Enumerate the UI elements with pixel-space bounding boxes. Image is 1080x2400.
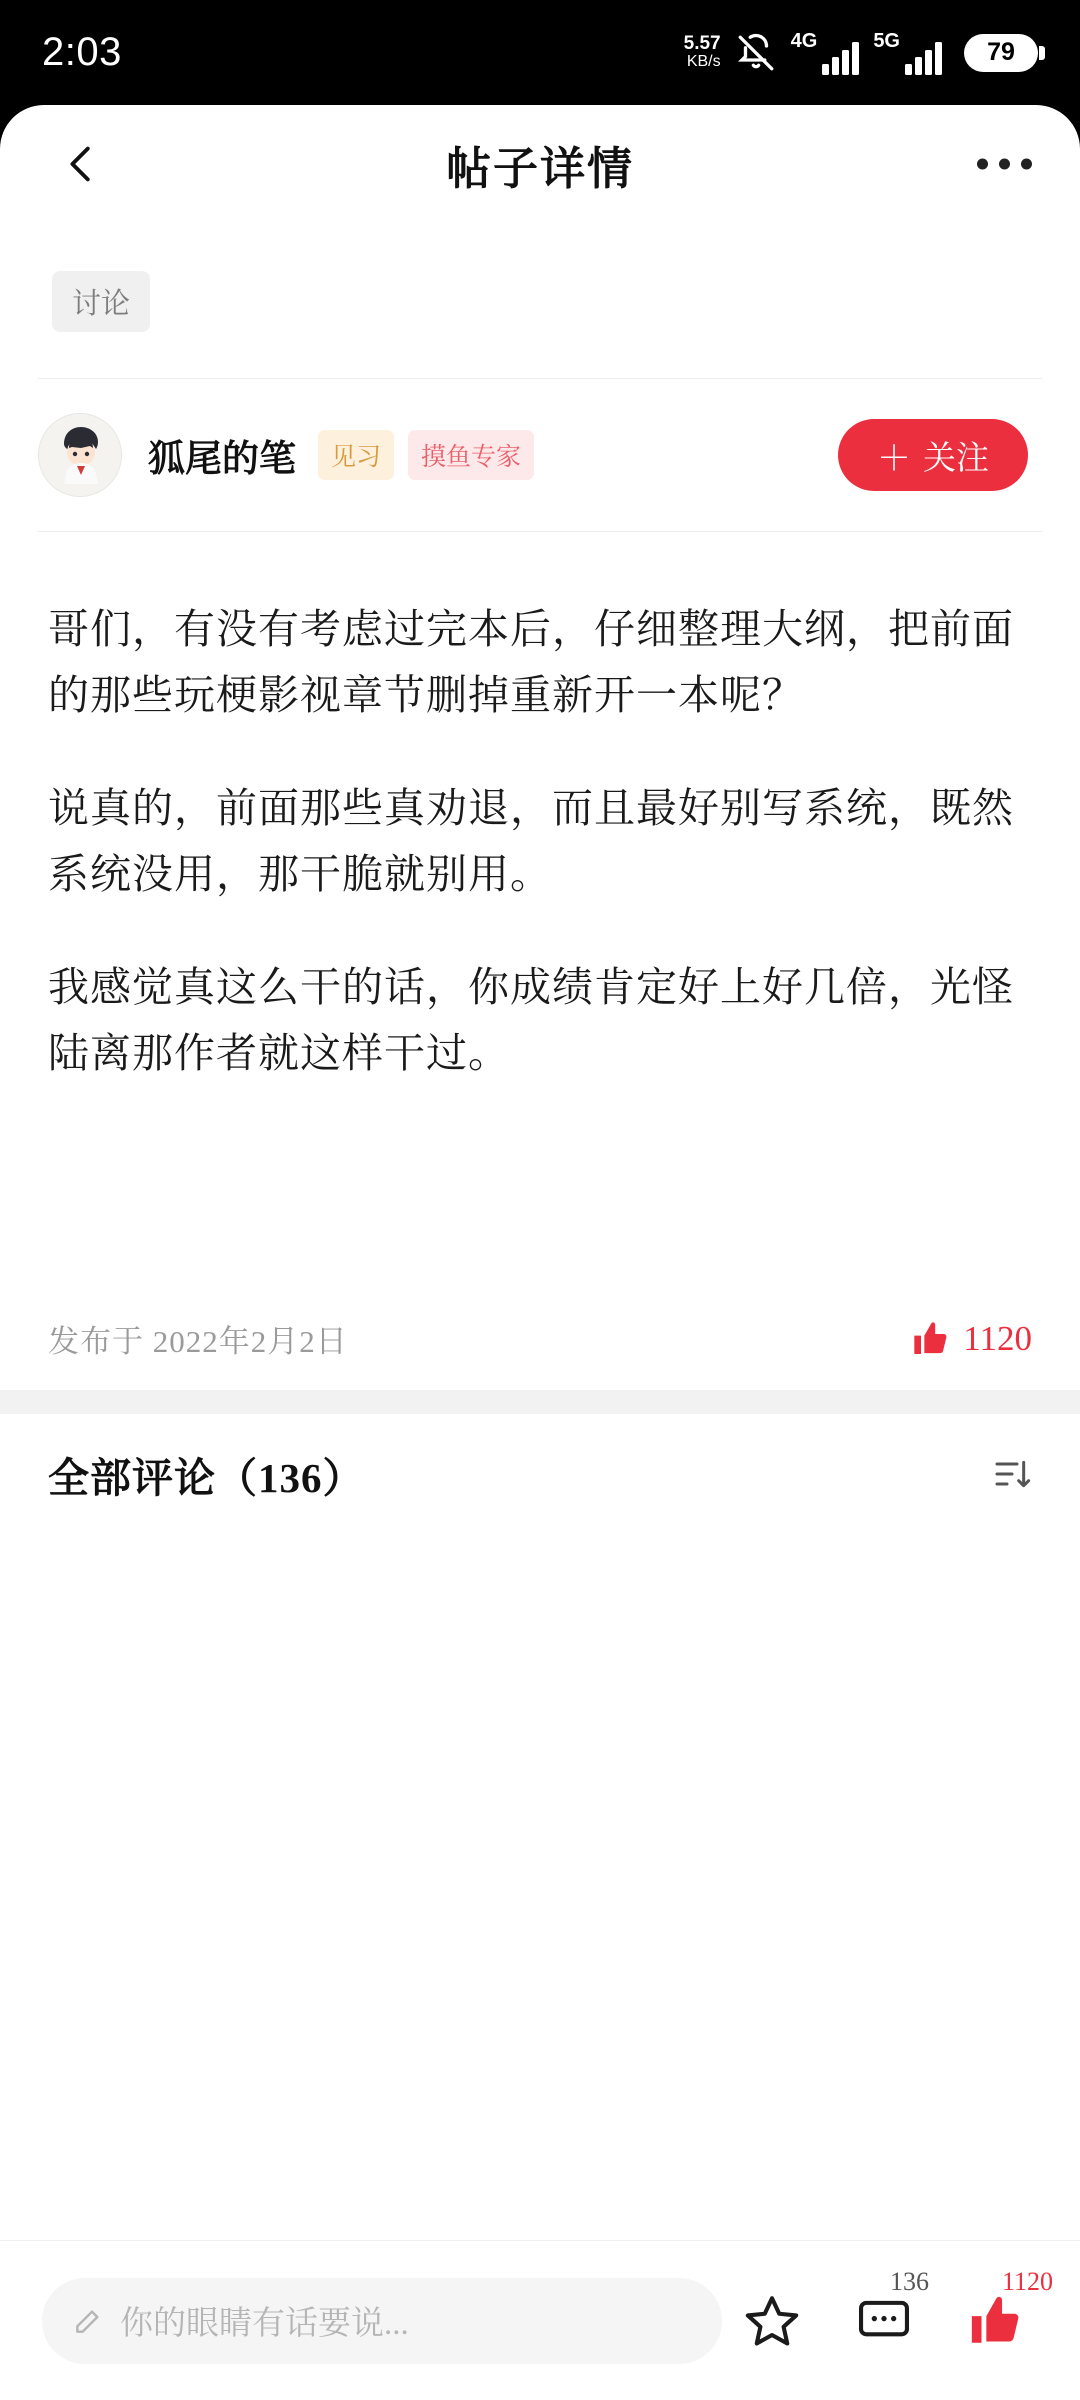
thumbs-up-icon bbox=[911, 1319, 951, 1359]
comment-icon bbox=[855, 2292, 913, 2350]
sim2-label: 5G bbox=[873, 29, 900, 52]
more-horizontal-icon bbox=[999, 159, 1010, 170]
status-bar bbox=[0, 0, 1080, 105]
more-options-button[interactable] bbox=[977, 159, 1032, 170]
thumbs-up-filled-icon bbox=[967, 2292, 1025, 2350]
comment-input-placeholder: 你的眼睛有话要说... bbox=[120, 2306, 409, 2342]
sim1-label: 4G bbox=[790, 29, 818, 52]
avatar[interactable] bbox=[38, 413, 122, 497]
app-content bbox=[0, 105, 1080, 2400]
publish-date: 2022年2月2日 bbox=[152, 1324, 348, 1359]
follow-button[interactable] bbox=[838, 419, 1028, 491]
favorite-button[interactable] bbox=[736, 2285, 808, 2357]
author-badges bbox=[318, 430, 534, 480]
pencil-icon bbox=[72, 2305, 104, 2337]
network-speed-unit: KB/s bbox=[686, 53, 721, 71]
sim2-bars bbox=[905, 41, 942, 75]
battery-indicator: 79 bbox=[964, 34, 1038, 72]
post-category-row bbox=[0, 223, 1080, 332]
network-speed-value: 5.57 bbox=[683, 33, 721, 55]
like-count: 1120 bbox=[1002, 2266, 1054, 2296]
post-paragraph: 我感觉真这么干的话，你成绩肯定好上好几倍，光怪陆离那作者就这样干过。 bbox=[48, 963, 1014, 1077]
post-meta-row bbox=[0, 1316, 1080, 1361]
like-button[interactable] bbox=[960, 2266, 1054, 2357]
status-indicators bbox=[684, 31, 1038, 75]
post-like-count[interactable] bbox=[911, 1319, 1032, 1359]
post-like-number: 1120 bbox=[963, 1318, 1032, 1358]
more-horizontal-icon bbox=[1021, 159, 1032, 170]
category-chip[interactable]: 讨论 bbox=[52, 271, 150, 332]
comment-count: 136 bbox=[890, 2266, 929, 2296]
sim1-bars bbox=[822, 41, 859, 75]
bottom-actions bbox=[736, 2266, 1054, 2357]
post-body bbox=[0, 532, 1080, 1086]
sim1-signal bbox=[791, 31, 860, 75]
author-row bbox=[0, 379, 1080, 531]
comments-header bbox=[0, 1414, 1080, 1534]
sort-descending-icon bbox=[992, 1454, 1032, 1494]
post-paragraph: 哥们，有没有考虑过完本后，仔细整理大纲，把前面的那些玩梗影视章节删掉重新开一本呢？ bbox=[48, 606, 1014, 719]
plus-icon: ＋ bbox=[877, 440, 911, 478]
comments-title: 全部评论（136） bbox=[48, 1454, 365, 1501]
comment-input[interactable] bbox=[42, 2278, 722, 2364]
page-title: 帖子详情 bbox=[445, 143, 634, 194]
comments-sort-button[interactable] bbox=[992, 1454, 1032, 1494]
bottom-action-bar bbox=[0, 2240, 1080, 2400]
comment-button[interactable] bbox=[848, 2266, 929, 2357]
chevron-left-icon bbox=[59, 141, 105, 187]
star-icon bbox=[743, 2292, 801, 2350]
user-avatar-icon bbox=[39, 414, 122, 497]
publish-prefix: 发布于 bbox=[48, 1324, 144, 1359]
status-clock: 2:03 bbox=[42, 30, 122, 74]
follow-button-label: 关注 bbox=[923, 440, 989, 477]
author-badge: 见习 bbox=[318, 430, 394, 480]
sim2-signal bbox=[873, 31, 942, 75]
post-paragraph: 说真的，前面那些真劝退，而且最好别写系统，既然系统没用，那干脆就别用。 bbox=[48, 784, 1014, 898]
more-horizontal-icon bbox=[977, 159, 988, 170]
bell-muted-icon bbox=[735, 32, 777, 74]
author-badge: 摸鱼专家 bbox=[408, 430, 534, 480]
section-separator bbox=[0, 1390, 1080, 1414]
back-button[interactable] bbox=[52, 134, 112, 194]
network-speed bbox=[684, 34, 721, 71]
publish-time bbox=[48, 1316, 348, 1361]
app-header bbox=[0, 105, 1080, 223]
author-name[interactable]: 狐尾的笔 bbox=[148, 439, 296, 480]
